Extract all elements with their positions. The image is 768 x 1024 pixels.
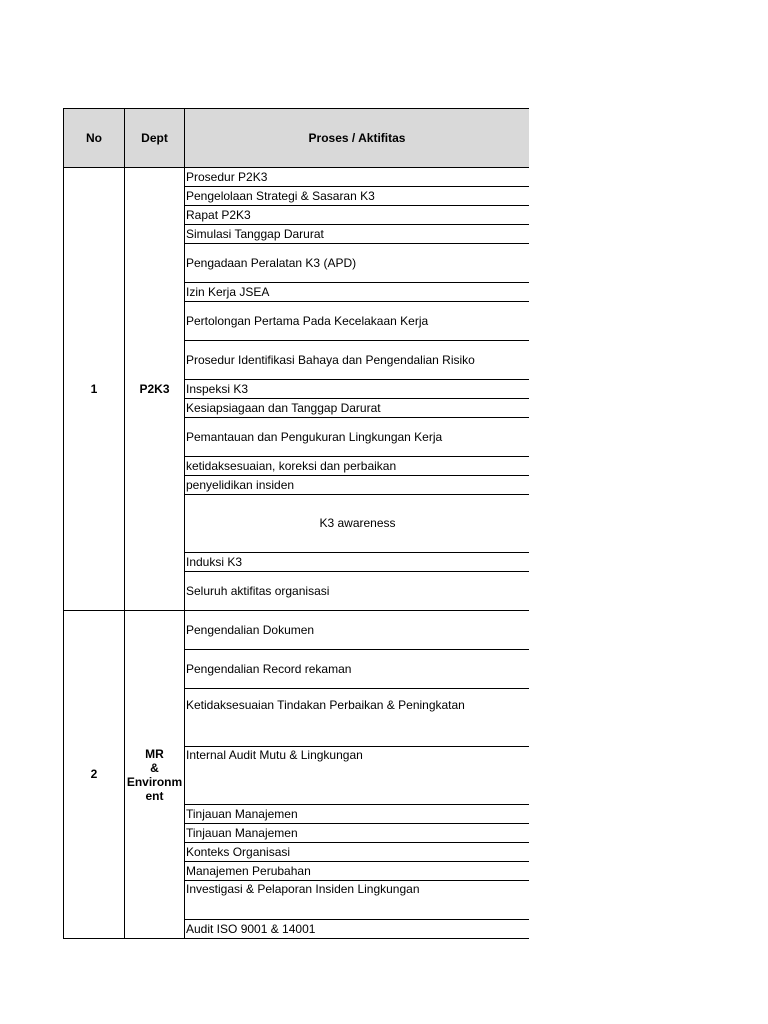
- activity-cell: Pertolongan Pertama Pada Kecelakaan Kerja: [185, 302, 530, 341]
- activity-cell: Tinjauan Manajemen: [185, 824, 530, 843]
- process-table: [63, 108, 529, 939]
- group-2-no: 2: [64, 611, 125, 939]
- activity-cell: Kesiapsiagaan dan Tanggap Darurat: [185, 399, 530, 418]
- table-row: [64, 611, 530, 650]
- activity-cell: K3 awareness: [185, 495, 530, 553]
- header-dept: Dept: [125, 109, 185, 168]
- activity-cell: Investigasi & Pelaporan Insiden Lingkungan: [185, 881, 530, 920]
- header-no: No: [64, 109, 125, 168]
- activity-cell: Audit ISO 9001 & 14001: [185, 920, 530, 939]
- activity-cell: Ketidaksesuaian Tindakan Perbaikan & Peningkatan: [185, 689, 530, 747]
- activity-cell: ketidaksesuaian, koreksi dan perbaikan: [185, 457, 530, 476]
- activity-cell: penyelidikan insiden: [185, 476, 530, 495]
- activity-cell: Pemantauan dan Pengukuran Lingkungan Kerja: [185, 418, 530, 457]
- group-1-no: 1: [64, 168, 125, 611]
- group-2-dept: [125, 611, 185, 939]
- dept-line: ent: [145, 788, 164, 803]
- activity-cell: Rapat P2K3: [185, 206, 530, 225]
- activity-cell: Konteks Organisasi: [185, 843, 530, 862]
- dept-line: MR: [145, 746, 164, 761]
- activity-cell: Prosedur P2K3: [185, 168, 530, 187]
- activity-cell: Seluruh aktifitas organisasi: [185, 572, 530, 611]
- activity-cell: Tinjauan Manajemen: [185, 805, 530, 824]
- activity-cell: Simulasi Tanggap Darurat: [185, 225, 530, 244]
- activity-cell: Induksi K3: [185, 553, 530, 572]
- activity-cell: Internal Audit Mutu & Lingkungan: [185, 747, 530, 805]
- header-process: Proses / Aktifitas: [185, 109, 530, 168]
- dept-line: &: [150, 760, 159, 775]
- activity-cell: Pengadaan Peralatan K3 (APD): [185, 244, 530, 283]
- activity-cell: Manajemen Perubahan: [185, 862, 530, 881]
- activity-cell: Prosedur Identifikasi Bahaya dan Pengendalian Risiko: [185, 341, 530, 380]
- table-row: [64, 168, 530, 187]
- header-row: [64, 109, 530, 168]
- activity-cell: Inspeksi K3: [185, 380, 530, 399]
- spreadsheet-table-area: [63, 108, 529, 944]
- activity-cell: Pengendalian Dokumen: [185, 611, 530, 650]
- activity-cell: Izin Kerja JSEA: [185, 283, 530, 302]
- dept-line: Environm: [126, 774, 183, 789]
- activity-cell: Pengelolaan Strategi & Sasaran K3: [185, 187, 530, 206]
- activity-cell: Pengendalian Record rekaman: [185, 650, 530, 689]
- group-1-dept: P2K3: [125, 168, 185, 611]
